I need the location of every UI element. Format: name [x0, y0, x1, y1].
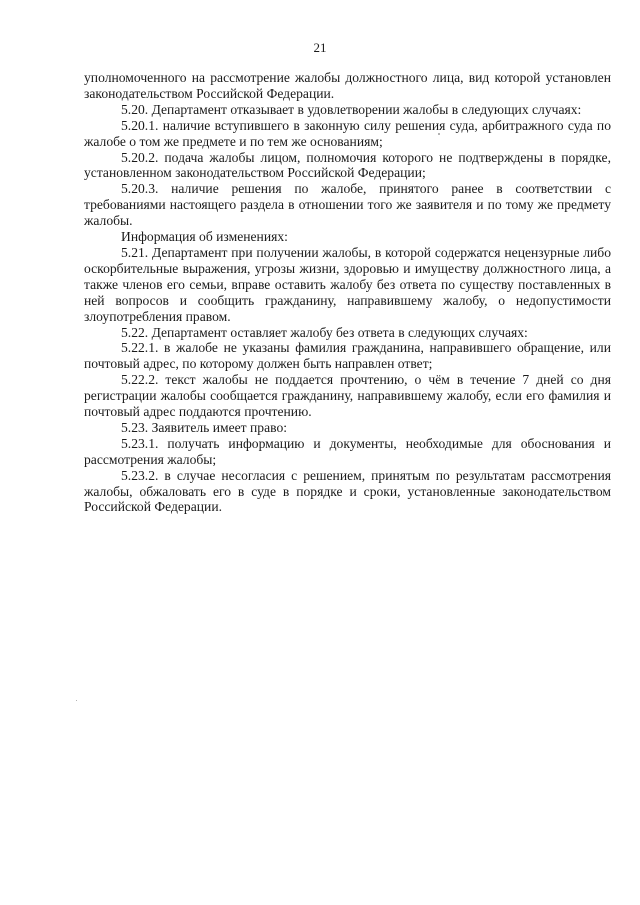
page-number: 21 — [313, 40, 327, 55]
paragraph-5-22: 5.22. Департамент оставляет жалобу без ответа в следующих случаях: — [121, 324, 528, 340]
scan-speck — [76, 700, 77, 701]
paragraph-5-20-1: 5.20.1. наличие вступившего в законную силу решения суда, арбитражного суда по жалобе о том же предмете и по тем же основаниям; — [84, 117, 611, 149]
paragraph-5-22-2: 5.22.2. текст жалобы не поддается прочтению, о чём в течение 7 дней со дня регистрации жалобы сообщается гражданину, направившему жалобу, если его фамилия и почтовый адрес поддаются прочтению. — [84, 372, 611, 420]
paragraph-5-23-1: 5.23.1. получать информацию и документы, необходимые для обоснования и рассмотрения жалобы; — [84, 435, 611, 467]
paragraph-continuation: уполномоченного на рассмотрение жалобы должностного лица, вид которой установлен законодательством Российской Федерации. — [84, 70, 611, 101]
paragraph-5-23: 5.23. Заявитель имеет право: — [121, 419, 288, 435]
paragraph-5-20-3: 5.20.3. наличие решения по жалобе, принятого ранее в соответствии с требованиями настоящего раздела в отношении того же заявителя и по тому же предмету жалобы. — [84, 181, 611, 229]
document-body — [84, 70, 611, 515]
paragraph-5-20-2: 5.20.2. подача жалобы лицом, полномочия которого не подтверждены в порядке, установленном законодательством Российской Федерации; — [84, 149, 611, 181]
paragraph-5-23-2: 5.23.2. в случае несогласия с решением, принятым по результатам рассмотрения жалобы, обжаловать его в суде в порядке и сроки, установленные законодательством Российской Федерации. — [84, 467, 611, 515]
paragraph-5-20: 5.20. Департамент отказывает в удовлетворении жалобы в следующих случаях: — [121, 101, 582, 117]
change-info-heading: Информация об изменениях: — [121, 229, 288, 245]
scan-speck — [438, 133, 440, 135]
paragraph-5-21: 5.21. Департамент при получении жалобы, в которой содержатся нецензурные либо оскорбительные выражения, угрозы жизни, здоровью и имуществу должностного лица, а также членов его семьи, вправе оставить жалобу без ответа по существу поставленных в ней вопросов и сообщить гражданину, направившему жалобу, о недопустимости злоупотребления правом. — [84, 244, 611, 324]
paragraph-5-22-1: 5.22.1. в жалобе не указаны фамилия гражданина, направившего обращение, или почтовый адрес, по которому должен быть направлен ответ; — [84, 340, 611, 372]
